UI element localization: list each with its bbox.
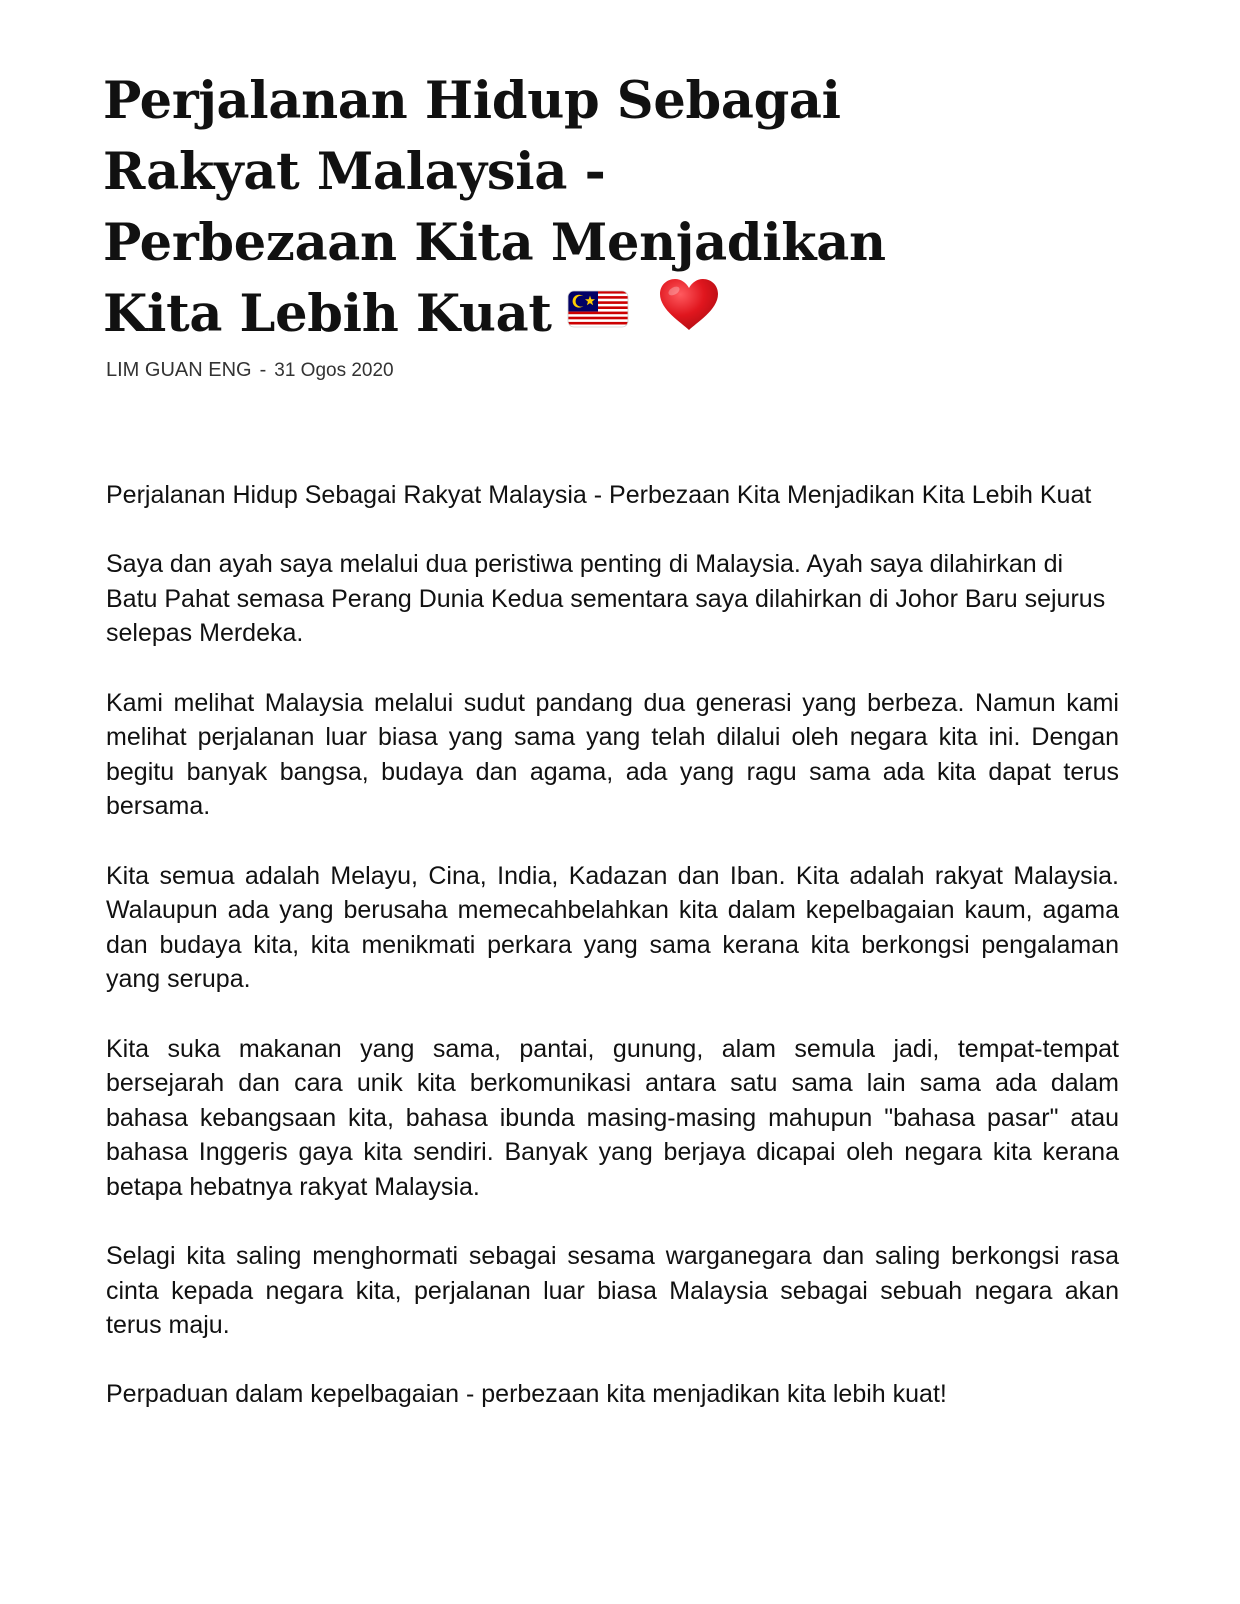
publish-date: 31 Ogos 2020 (274, 360, 394, 381)
red-heart-icon (644, 281, 720, 356)
article-paragraph-5: Kita suka makanan yang sama, pantai, gunung, alam semula jadi, tempat-tempat bersejarah dan cara unik kita berkomunikasi antara satu sama lain sama ada dalam bahasa kebangsaan kita, bahasa ibunda masing-masing mahupun "bahasa pasar" atau bahasa Inggeris gaya kita sendiri. Banyak yang berjaya dicapai oleh negara kita kerana betapa hebatnya rakyat Malaysia. (106, 1034, 1119, 1201)
author-name: LIM GUAN ENG (106, 359, 252, 381)
byline-separator: - (259, 359, 267, 381)
title-line-4 (103, 279, 903, 356)
article-paragraph-2: Saya dan ayah saya melalui dua peristiwa penting di Malaysia. Ayah saya dilahirkan di Batu Pahat semasa Perang Dunia Kedua sementara saya dilahirkan di Johor Baru sejurus selepas Merdeka. (106, 550, 1106, 648)
title-line-2: Rakyat Malaysia - (103, 142, 606, 202)
article-paragraph-4: Kita semua adalah Melayu, Cina, India, Kadazan dan Iban. Kita adalah rakyat Malaysia. Walaupun ada yang berusaha memecahbelahkan kita dalam kepelbagaian kaum, agama dan budaya kita, kita menikmati perkara yang sama kerana kita berkongsi pengalaman yang serupa. (106, 861, 1119, 994)
title-line-1: Perjalanan Hidup Sebagai (103, 71, 841, 131)
article-body (106, 478, 1119, 1447)
title-line-3: Perbezaan Kita Menjadikan (103, 213, 886, 273)
article-paragraph-1: Perjalanan Hidup Sebagai Rakyat Malaysia - Perbezaan Kita Menjadikan Kita Lebih Kuat (106, 481, 1092, 509)
article-paragraph-6: Selagi kita saling menghormati sebagai sesama warganegara dan saling berkongsi rasa cinta kepada negara kita, perjalanan luar biasa Malaysia sebagai sebuah negara akan terus maju. (106, 1242, 1119, 1340)
article-paragraph-3: Kami melihat Malaysia melalui sudut pandang dua generasi yang berbeza. Namun kami melihat perjalanan luar biasa yang sama yang telah dilalui oleh negara kita ini. Dengan begitu banyak bangsa, budaya dan agama, ada yang ragu sama ada kita dapat terus bersama. (106, 688, 1119, 821)
article-byline (106, 356, 394, 385)
title-line-4-text: Kita Lebih Kuat (103, 284, 552, 344)
article-paragraph-7: Perpaduan dalam kepelbagaian - perbezaan kita menjadikan kita lebih kuat! (106, 1380, 947, 1409)
malaysia-flag-icon (566, 283, 630, 354)
article-title (103, 66, 903, 356)
